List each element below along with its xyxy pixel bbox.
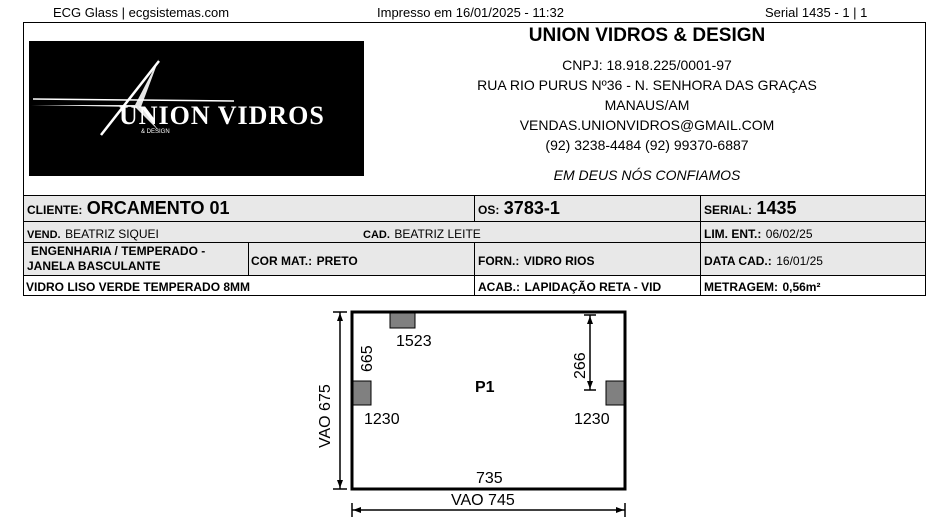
forn-value: VIDRO RIOS <box>523 254 595 268</box>
cad-value: BEATRIZ LEITE <box>394 227 481 241</box>
inner-width-label: 735 <box>476 470 503 487</box>
software-credit: ECG Glass | ecgsistemas.com <box>53 5 230 20</box>
right-hardware <box>606 381 624 405</box>
os-label: OS: <box>478 203 500 217</box>
vidro-desc: VIDRO LISO VERDE TEMPERADO 8MM <box>26 280 251 294</box>
left-hardware <box>353 381 371 405</box>
data-cad-label: DATA CAD.: <box>704 254 772 268</box>
vao-height-label: VAO 675 <box>317 384 334 448</box>
cliente-label: CLIENTE: <box>27 203 83 217</box>
left-dim-label: 665 <box>359 345 376 372</box>
data-cad-value: 16/01/25 <box>776 254 823 268</box>
company-motto: EM DEUS NÓS CONFIAMOS <box>553 167 741 183</box>
company-email: VENDAS.UNIONVIDROS@GMAIL.COM <box>519 117 775 133</box>
top-hardware-label: 1523 <box>396 333 432 350</box>
cliente-value: ORCAMENTO 01 <box>86 198 230 218</box>
glass-panel-outline <box>352 312 625 489</box>
serial-label: SERIAL: <box>704 203 752 217</box>
right-hardware-label: 1230 <box>574 411 610 428</box>
acab-value: LAPIDAÇÃO RETA - VID <box>524 280 662 294</box>
print-date: Impresso em 16/01/2025 - 11:32 <box>377 5 564 20</box>
os-value: 3783-1 <box>503 198 560 218</box>
company-phones: (92) 3238-4484 (92) 99370-6887 <box>545 137 749 153</box>
right-dim-label: 266 <box>572 352 589 379</box>
cor-value: PRETO <box>316 254 358 268</box>
cad-label: CAD. <box>363 229 390 241</box>
company-city: MANAUS/AM <box>604 97 690 113</box>
logo-text: UNION VIDROS <box>119 101 325 130</box>
company-name: UNION VIDROS & DESIGN <box>528 25 766 46</box>
serial-page: Serial 1435 - 1 | 1 <box>765 5 868 20</box>
lim-label: LIM. ENT.: <box>704 227 762 241</box>
lim-value: 06/02/25 <box>765 227 813 241</box>
vao-width-label: VAO 745 <box>451 492 515 509</box>
metragem-value: 0,56m² <box>782 280 821 294</box>
cor-label: COR MAT.: <box>251 254 313 268</box>
vend-value: BEATRIZ SIQUEI <box>65 227 159 241</box>
vend-label: VEND. <box>27 229 61 241</box>
forn-label: FORN.: <box>478 254 520 268</box>
service-line-2: JANELA BASCULANTE <box>27 259 161 273</box>
service-line-1: ENGENHARIA / TEMPERADO - <box>31 244 206 258</box>
top-hardware <box>390 313 415 328</box>
serial-value: 1435 <box>756 198 797 218</box>
logo-subtext: & DESIGN <box>141 129 170 135</box>
left-hardware-label: 1230 <box>364 411 400 428</box>
acab-label: ACAB.: <box>478 280 520 294</box>
company-address: RUA RIO PURUS Nº36 - N. SENHORA DAS GRAÇAS <box>477 77 817 93</box>
metragem-label: METRAGEM: <box>704 280 778 294</box>
company-cnpj: CNPJ: 18.918.225/0001-97 <box>562 57 732 73</box>
piece-label: P1 <box>475 379 495 396</box>
